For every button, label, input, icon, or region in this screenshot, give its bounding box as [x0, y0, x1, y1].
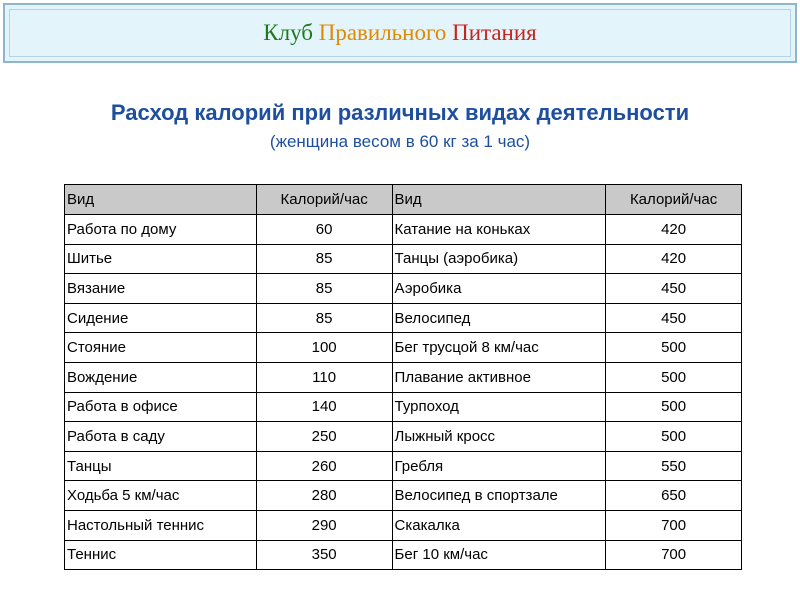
calories-cell: 500 — [606, 392, 742, 422]
table-row — [65, 510, 742, 540]
table-header-row — [65, 185, 742, 215]
activity-cell: Настольный теннис — [65, 510, 257, 540]
table-row — [65, 451, 742, 481]
table-row — [65, 422, 742, 452]
activity-cell: Шитье — [65, 244, 257, 274]
table-row — [65, 244, 742, 274]
calories-cell: 420 — [606, 244, 742, 274]
calories-cell: 650 — [606, 481, 742, 511]
activity-cell: Катание на коньках — [392, 215, 606, 245]
activity-cell: Вождение — [65, 362, 257, 392]
activity-cell: Работа в офисе — [65, 392, 257, 422]
table-row — [65, 362, 742, 392]
column-header-activity-2: Вид — [392, 185, 606, 215]
column-header-activity-1: Вид — [65, 185, 257, 215]
activity-cell: Велосипед в спортзале — [392, 481, 606, 511]
activity-cell: Аэробика — [392, 274, 606, 304]
table-row — [65, 215, 742, 245]
calories-cell: 85 — [256, 274, 392, 304]
activity-cell: Гребля — [392, 451, 606, 481]
calories-cell: 100 — [256, 333, 392, 363]
activity-cell: Бег 10 км/час — [392, 540, 606, 570]
activity-cell: Стояние — [65, 333, 257, 363]
calories-cell: 700 — [606, 540, 742, 570]
calories-cell: 85 — [256, 244, 392, 274]
table-row — [65, 303, 742, 333]
calories-cell: 550 — [606, 451, 742, 481]
calories-cell: 500 — [606, 422, 742, 452]
activity-cell: Работа в саду — [65, 422, 257, 452]
page-title: Расход калорий при различных видах деятельности — [110, 100, 690, 125]
activity-cell: Вязание — [65, 274, 257, 304]
calories-cell: 280 — [256, 481, 392, 511]
calories-cell: 85 — [256, 303, 392, 333]
calories-table — [64, 184, 742, 570]
activity-cell: Танцы — [65, 451, 257, 481]
page-subtitle: (женщина весом в 60 кг за 1 час) — [269, 132, 531, 151]
calories-cell: 110 — [256, 362, 392, 392]
header-banner — [3, 3, 797, 63]
table-row — [65, 392, 742, 422]
activity-cell: Танцы (аэробика) — [392, 244, 606, 274]
activity-cell: Плавание активное — [392, 362, 606, 392]
column-header-calories-1: Калорий/час — [256, 185, 392, 215]
calories-cell: 260 — [256, 451, 392, 481]
activity-cell: Велосипед — [392, 303, 606, 333]
activity-cell: Бег трусцой 8 км/час — [392, 333, 606, 363]
club-title-word-2: Правильного — [318, 20, 447, 45]
table-body — [65, 215, 742, 570]
table-row — [65, 274, 742, 304]
calories-cell: 450 — [606, 274, 742, 304]
column-header-calories-2: Калорий/час — [606, 185, 742, 215]
table-row — [65, 540, 742, 570]
calories-cell: 140 — [256, 392, 392, 422]
club-title — [263, 20, 537, 46]
activity-cell: Теннис — [65, 540, 257, 570]
calories-cell: 700 — [606, 510, 742, 540]
calories-cell: 450 — [606, 303, 742, 333]
club-title-word-1: Клуб — [263, 20, 313, 45]
activity-cell: Сидение — [65, 303, 257, 333]
activity-cell: Скакалка — [392, 510, 606, 540]
table-row — [65, 333, 742, 363]
calories-cell: 500 — [606, 362, 742, 392]
activity-cell: Ходьба 5 км/час — [65, 481, 257, 511]
table-row — [65, 481, 742, 511]
calories-cell: 290 — [256, 510, 392, 540]
calories-cell: 60 — [256, 215, 392, 245]
calories-cell: 500 — [606, 333, 742, 363]
activity-cell: Работа по дому — [65, 215, 257, 245]
calories-cell: 420 — [606, 215, 742, 245]
activity-cell: Турпоход — [392, 392, 606, 422]
calories-cell: 250 — [256, 422, 392, 452]
club-title-word-3: Питания — [452, 20, 537, 45]
activity-cell: Лыжный кросс — [392, 422, 606, 452]
calories-cell: 350 — [256, 540, 392, 570]
